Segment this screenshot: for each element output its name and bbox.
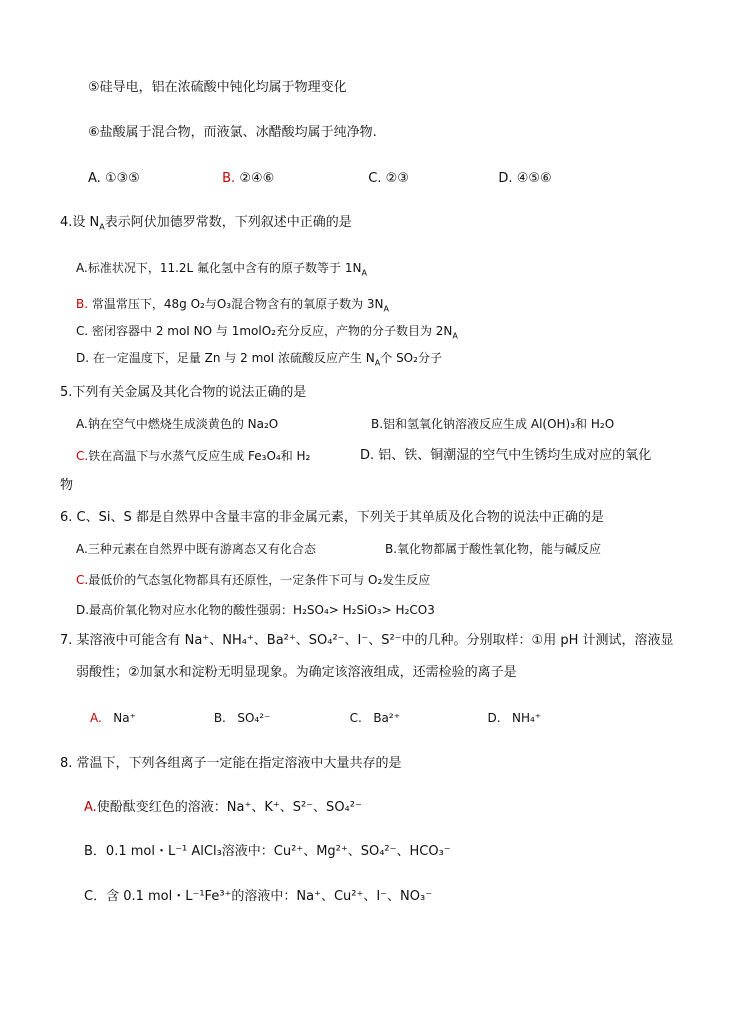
q3-options bbox=[88, 170, 552, 188]
q6-option-b[interactable]: B.氧化物都属于酸性氧化物，能与碱反应 bbox=[385, 542, 602, 556]
q8-option-a[interactable]: A.使酚酞变红色的溶液：Na⁺、K⁺、S²⁻、SO₄²⁻ bbox=[84, 800, 362, 815]
q7-option-b[interactable]: B. SO₄²⁻ bbox=[213, 711, 271, 725]
item-5: ⑤硅导电，铝在浓硫酸中钝化均属于物理变化 bbox=[88, 80, 347, 95]
q7-option-d[interactable]: D. NH₄⁺ bbox=[487, 711, 542, 725]
q8-option-c[interactable]: C．含 0.1 mol・L⁻¹Fe³⁺的溶液中：Na⁺、Cu²⁺、I⁻、NO₃⁻ bbox=[84, 889, 433, 904]
q4-option-a[interactable]: A.标准状况下，11.2L 氟化氢中含有的原子数等于 $1N_A$ bbox=[76, 261, 367, 278]
q6-option-a[interactable]: A.三种元素在自然界中既有游离态又有化合态 bbox=[76, 542, 316, 556]
q7-stem-line1: 7. 某溶液中可能含有 Na⁺、NH₄⁺、Ba²⁺、SO₄²⁻、I⁻、S²⁻中的几种。分别取样：①用 pH 计测试，溶液显 bbox=[60, 633, 674, 648]
q4-option-b[interactable]: B. 常温常压下，48g O₂与O₃混合物含有的氧原子数为 $3N_A$ bbox=[76, 297, 389, 314]
item-6: ⑥盐酸属于混合物，而液氯、冰醋酸均属于纯净物. bbox=[88, 125, 377, 140]
q5-option-d[interactable]: D. 铝、铁、铜潮湿的空气中生锈均生成对应的氧化 bbox=[360, 448, 652, 463]
q8-option-b[interactable]: B．0.1 mol・L⁻¹ AlCl₃溶液中：Cu²⁺、Mg²⁺、SO₄²⁻、HCO₃⁻ bbox=[84, 844, 451, 859]
q7-option-c[interactable]: C. Ba²⁺ bbox=[349, 711, 401, 725]
q4-option-d[interactable]: D. 在一定温度下，足量 Zn 与 2 moI 浓硫酸反应产生 $N_A$个 SO₂分子 bbox=[76, 351, 442, 368]
q7-options bbox=[90, 709, 541, 727]
q5-option-a[interactable]: A.钠在空气中燃烧生成淡黄色的 Na₂O bbox=[76, 417, 279, 431]
q3-option-b[interactable]: B. ②④⑥ bbox=[222, 171, 275, 186]
q5-option-b[interactable]: B.铝和氢氧化钠溶液反应生成 Al(OH)₃和 H₂O bbox=[371, 417, 615, 431]
q3-option-d[interactable]: D. ④⑤⑥ bbox=[498, 171, 552, 186]
q5-option-d-wrap: 物 bbox=[60, 478, 74, 493]
q5-stem: 5.下列有关金属及其化合物的说法正确的是 bbox=[60, 385, 307, 400]
q6-option-d[interactable]: D.最高价氧化物对应水化物的酸性强弱：H₂SO₄> H₂SiO₃> H₂CO3 bbox=[76, 603, 435, 617]
q3-option-c[interactable]: C. ②③ bbox=[368, 171, 409, 186]
q7-option-a[interactable]: A. Na⁺ bbox=[90, 711, 136, 725]
q4-option-c[interactable]: C. 密闭容器中 2 moI NO 与 1molO₂充分反应，产物的分子数目为 $2N_A$ bbox=[76, 324, 458, 341]
q3-option-a[interactable]: A. ①③⑤ bbox=[88, 171, 140, 186]
q5-option-c[interactable]: C.铁在高温下与水蒸气反应生成 Fe₃O₄和 H₂ bbox=[76, 449, 311, 463]
q4-stem: 4.设 $N_A$表示阿伏加德罗常数，下列叙述中正确的是 bbox=[60, 215, 352, 232]
q6-option-c[interactable]: C.最低价的气态氢化物都具有还原性，一定条件下可与 O₂发生反应 bbox=[76, 573, 431, 587]
q6-stem: 6. C、Si、S 都是自然界中含量丰富的非金属元素，下列关于其单质及化合物的说法中正确的是 bbox=[60, 510, 604, 525]
q7-stem-line2: 弱酸性；②加氯水和淀粉无明显现象。为确定该溶液组成，还需检验的离子是 bbox=[76, 665, 517, 680]
q8-stem: 8. 常温下，下列各组离子一定能在指定溶液中大量共存的是 bbox=[60, 756, 402, 771]
